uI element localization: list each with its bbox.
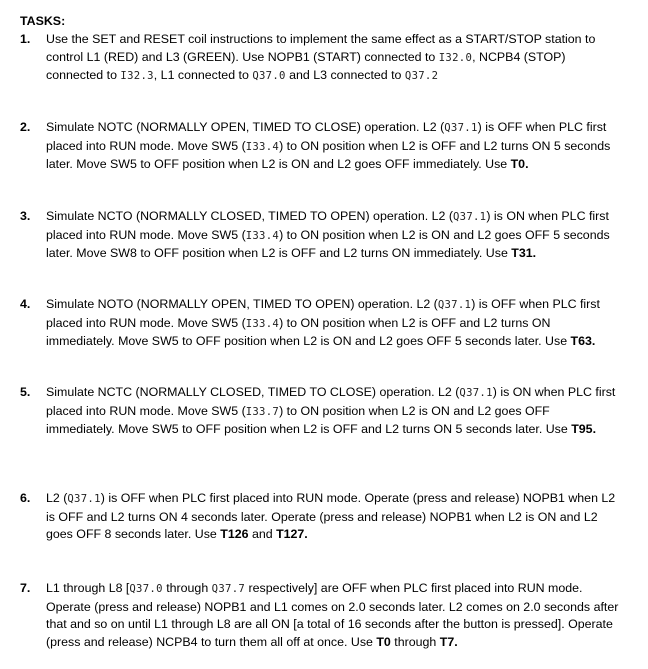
task-number: 4.	[20, 297, 31, 311]
address-code: Q37.1	[444, 122, 478, 134]
timer-reference: T0.	[510, 157, 529, 172]
address-code: Q37.2	[404, 70, 439, 83]
task-text-segment: ) is ON when PLC first placed into RUN mode. Move SW5 (	[46, 209, 609, 242]
task-number: 3.	[20, 209, 31, 223]
address-code: I32.0	[438, 51, 473, 64]
task-text-segment: through	[390, 634, 440, 649]
task-text-segment: Use the SET and RESET coil instructions to implement the same effect as a START/STOP station to control L1 (RED) and L3 (GREEN). Use NOPB1 (START) connected to	[46, 32, 596, 64]
task-text	[46, 119, 620, 174]
timer-reference: T7.	[439, 634, 458, 649]
task-text-segment: respectively] are OFF when PLC first placed into RUN mode. Operate (press and release) NOPB1 and L1 comes on 2.0 seconds later. L2 comes on 2.0 seconds after that and so on until L1 through L8 are all ON [a total of 16 seconds after the button is pressed]. Operate (press and release) NCPB4 to turn them all off at once. Use	[46, 581, 619, 649]
address-code: Q37.1	[67, 493, 101, 505]
address-code: Q37.7	[211, 583, 246, 595]
address-code: Q37.1	[452, 211, 487, 223]
task-2	[20, 119, 620, 174]
task-text	[46, 490, 620, 544]
timer-reference: T63.	[570, 334, 596, 349]
task-text-segment: Simulate NCTC (NORMALLY CLOSED, TIMED TO CLOSE) operation. L2 (	[46, 385, 460, 399]
address-code: I32.3	[120, 70, 154, 83]
task-text-segment: ) to ON position when L2 is OFF and L2 turns ON immediately. Move SW5 to OFF position when L2 is ON and L2 goes OFF 5 seconds later. Use	[46, 315, 571, 349]
task-text-segment: ) to ON position when L2 is ON and L2 goes OFF immediately. Move SW5 to OFF position when L2 is OFF and L2 turns ON 5 seconds later. Use	[46, 403, 572, 437]
task-number: 5.	[20, 385, 31, 399]
task-text-segment: ) to ON position when L2 is OFF and L2 turns ON 5 seconds later. Move SW5 to OFF position when L2 is ON and L2 goes OFF immediately. Use	[46, 138, 611, 172]
task-text	[46, 31, 620, 86]
task-text-segment: and	[248, 527, 277, 542]
task-number: 7.	[20, 581, 31, 595]
task-text-segment: ) is OFF when PLC first placed into RUN mode. Operate (press and release) NOPB1 when L2 is OFF and L2 turns ON 4 seconds later. Operate (press and release) NOPB1 when L2 is ON and L2 goes OFF 8 seconds later. Use	[46, 491, 616, 542]
task-text-segment: L2 (	[46, 491, 68, 505]
task-1	[20, 31, 620, 86]
task-text-segment: through	[162, 581, 212, 595]
task-text-segment: L1 through L8 [	[46, 581, 130, 595]
task-text	[46, 208, 620, 263]
task-7	[20, 580, 620, 651]
task-text-segment: Simulate NCTO (NORMALLY CLOSED, TIMED TO OPEN) operation. L2 (	[46, 209, 453, 223]
task-text-segment: , NCPB4 (STOP) connected to	[46, 49, 566, 83]
task-number: 2.	[20, 120, 31, 134]
address-code: I33.7	[245, 405, 280, 418]
task-text-segment: and L3 connected to	[285, 68, 405, 83]
timer-reference: T0	[376, 634, 391, 649]
address-code: I33.4	[245, 317, 280, 330]
timer-reference: T126	[220, 527, 249, 542]
address-code: Q37.1	[437, 299, 472, 311]
task-text-segment: ) is ON when PLC first placed into RUN mode. Move SW5 (	[46, 385, 616, 418]
task-text	[46, 296, 620, 351]
task-text-segment: , L1 connected to	[153, 68, 253, 83]
task-5	[20, 384, 620, 439]
timer-reference: T95.	[571, 422, 597, 437]
timer-reference: T31.	[511, 246, 537, 261]
task-text-segment: ) is OFF when PLC first placed into RUN mode. Move SW5 (	[46, 297, 600, 330]
task-4	[20, 296, 620, 351]
address-code: Q37.1	[459, 387, 493, 399]
task-6	[20, 490, 620, 544]
task-text-segment: Simulate NOTO (NORMALLY OPEN, TIMED TO OPEN) operation. L2 (	[46, 297, 438, 311]
timer-reference: T127.	[276, 527, 308, 542]
task-text-segment: ) is OFF when PLC first placed into RUN mode. Move SW5 (	[46, 120, 607, 153]
task-number: 1.	[20, 32, 31, 46]
address-code: I33.4	[245, 140, 280, 153]
task-text-segment: ) to ON position when L2 is ON and L2 goes OFF 5 seconds later. Move SW8 to OFF position when L2 is OFF and L2 turns ON immediately. Use	[46, 227, 610, 261]
task-number: 6.	[20, 491, 31, 505]
address-code: I33.4	[245, 229, 280, 242]
task-3	[20, 208, 620, 263]
task-text	[46, 580, 620, 651]
task-text	[46, 384, 620, 439]
task-text-segment: Simulate NOTC (NORMALLY OPEN, TIMED TO CLOSE) operation. L2 (	[46, 120, 445, 134]
tasks-heading: TASKS:	[20, 14, 66, 28]
address-code: Q37.0	[252, 70, 286, 83]
address-code: Q37.0	[129, 583, 163, 595]
